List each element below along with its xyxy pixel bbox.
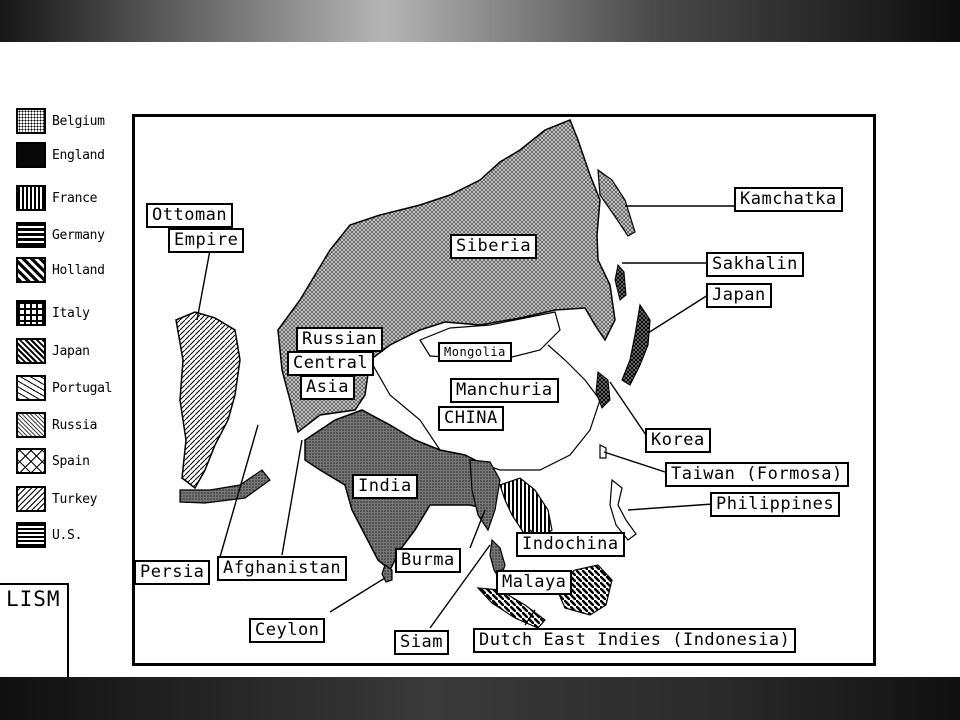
label-ceylon: Ceylon: [249, 618, 325, 643]
label-persia: Persia: [134, 560, 210, 585]
indochina-territory: [500, 478, 552, 540]
legend-label: Italy: [52, 306, 90, 321]
japan-islands: [622, 305, 650, 385]
kamchatka-peninsula: [598, 170, 635, 236]
label-india: India: [352, 474, 418, 499]
legend-label: U.S.: [52, 528, 83, 543]
legend-label: England: [52, 148, 105, 163]
label-burma: Burma: [395, 548, 461, 573]
legend-label: Turkey: [52, 492, 98, 507]
label-philippines: Philippines: [710, 492, 840, 517]
legend-label: Germany: [52, 228, 105, 243]
legend-label: France: [52, 191, 98, 206]
label-kamchatka: Kamchatka: [734, 187, 843, 212]
label-taiwan: Taiwan (Formosa): [665, 462, 849, 487]
label-malaya: Malaya: [496, 570, 572, 595]
legend-label: Spain: [52, 454, 90, 469]
label-mongolia: Mongolia: [438, 342, 512, 362]
label-afghanistan: Afghanistan: [217, 556, 347, 581]
label-sakhalin: Sakhalin: [706, 252, 804, 277]
label-indochina: Indochina: [516, 532, 625, 557]
bottom-bar: [0, 677, 960, 720]
label-japan: Japan: [706, 283, 772, 308]
title-fragment-text: LISM: [6, 587, 61, 611]
label-manchuria: Manchuria: [450, 378, 559, 403]
label-central: Central: [287, 351, 374, 376]
label-china: CHINA: [438, 406, 504, 431]
burma-territory: [470, 460, 500, 530]
label-asia: Asia: [300, 375, 355, 400]
legend-label: Belgium: [52, 114, 105, 129]
taiwan-island: [600, 445, 606, 458]
label-siam: Siam: [394, 630, 449, 655]
label-siberia: Siberia: [450, 234, 537, 259]
ottoman-territory: [176, 312, 240, 488]
legend-label: Holland: [52, 263, 105, 278]
korea-peninsula: [596, 372, 610, 408]
label-dutch-east-indies: Dutch East Indies (Indonesia): [473, 628, 796, 653]
legend-label: Japan: [52, 344, 90, 359]
label-korea: Korea: [645, 428, 711, 453]
sakhalin-island: [615, 265, 626, 300]
legend-label: Portugal: [52, 381, 113, 396]
legend-label: Russia: [52, 418, 98, 433]
label-ottoman: Ottoman: [146, 203, 233, 228]
label-empire: Empire: [168, 228, 244, 253]
label-russian: Russian: [296, 327, 383, 352]
